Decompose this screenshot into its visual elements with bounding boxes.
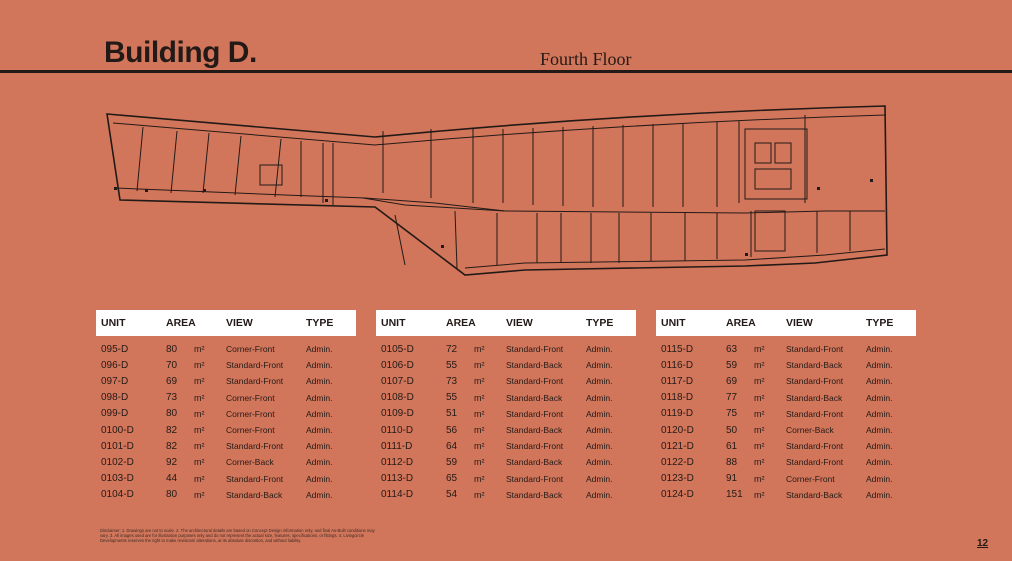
units-table-2 bbox=[376, 310, 636, 503]
unit-cell: 0116-D bbox=[661, 359, 694, 371]
area-unit-cell: m² bbox=[474, 376, 485, 387]
area-cell: 72 bbox=[446, 343, 458, 355]
area-cell: 69 bbox=[166, 375, 178, 387]
type-cell: Admin. bbox=[586, 473, 613, 484]
unit-cell: 0114-D bbox=[381, 489, 414, 501]
type-cell: Admin. bbox=[866, 408, 893, 419]
area-unit-cell: m² bbox=[474, 392, 485, 403]
view-cell: Standard-Front bbox=[226, 441, 284, 452]
type-cell: Admin. bbox=[586, 489, 613, 500]
floor-label: Fourth Floor bbox=[540, 49, 632, 69]
type-cell: Admin. bbox=[866, 457, 893, 468]
table-row bbox=[96, 373, 356, 389]
area-unit-cell: m² bbox=[474, 441, 485, 452]
type-cell: Admin. bbox=[306, 489, 333, 500]
unit-cell: 0101-D bbox=[101, 440, 134, 452]
table-row bbox=[656, 406, 916, 422]
area-unit-cell: m² bbox=[194, 344, 205, 355]
table-row bbox=[656, 341, 916, 357]
type-cell: Admin. bbox=[866, 425, 893, 436]
area-cell: 82 bbox=[166, 440, 178, 452]
type-cell: Admin. bbox=[306, 441, 333, 452]
area-unit-cell: m² bbox=[194, 376, 205, 387]
unit-cell: 0107-D bbox=[381, 375, 414, 387]
type-cell: Admin. bbox=[866, 473, 893, 484]
table-row bbox=[96, 406, 356, 422]
area-cell: 63 bbox=[726, 343, 738, 355]
header-view: VIEW bbox=[506, 317, 533, 329]
table-row bbox=[96, 438, 356, 454]
view-cell: Corner-Front bbox=[226, 392, 275, 403]
area-unit-cell: m² bbox=[194, 473, 205, 484]
view-cell: Standard-Front bbox=[506, 376, 564, 387]
area-unit-cell: m² bbox=[474, 408, 485, 419]
unit-cell: 0104-D bbox=[101, 489, 134, 501]
area-cell: 151 bbox=[726, 489, 743, 501]
table-row bbox=[656, 373, 916, 389]
table-row bbox=[656, 390, 916, 406]
view-cell: Standard-Back bbox=[506, 489, 563, 500]
area-cell: 82 bbox=[166, 424, 178, 436]
view-cell: Corner-Front bbox=[226, 425, 275, 436]
type-cell: Admin. bbox=[586, 457, 613, 468]
header-view: VIEW bbox=[226, 317, 253, 329]
unit-cell: 0120-D bbox=[661, 424, 694, 436]
area-unit-cell: m² bbox=[474, 344, 485, 355]
area-unit-cell: m² bbox=[754, 376, 765, 387]
area-unit-cell: m² bbox=[194, 489, 205, 500]
area-cell: 55 bbox=[446, 392, 458, 404]
header-rule bbox=[0, 70, 1012, 73]
unit-cell: 096-D bbox=[101, 359, 129, 371]
type-cell: Admin. bbox=[866, 344, 893, 355]
type-cell: Admin. bbox=[866, 376, 893, 387]
view-cell: Corner-Front bbox=[226, 408, 275, 419]
type-cell: Admin. bbox=[586, 441, 613, 452]
area-cell: 73 bbox=[446, 375, 458, 387]
view-cell: Standard-Back bbox=[226, 489, 283, 500]
table-row bbox=[96, 471, 356, 487]
unit-cell: 0124-D bbox=[661, 489, 694, 501]
view-cell: Standard-Back bbox=[506, 457, 563, 468]
area-cell: 44 bbox=[166, 473, 178, 485]
area-unit-cell: m² bbox=[754, 344, 765, 355]
unit-cell: 0109-D bbox=[381, 408, 414, 420]
table-row bbox=[376, 406, 636, 422]
area-cell: 55 bbox=[446, 359, 458, 371]
type-cell: Admin. bbox=[866, 392, 893, 403]
unit-cell: 0123-D bbox=[661, 473, 694, 485]
type-cell: Admin. bbox=[306, 425, 333, 436]
area-cell: 75 bbox=[726, 408, 738, 420]
area-unit-cell: m² bbox=[194, 408, 205, 419]
area-cell: 50 bbox=[726, 424, 738, 436]
area-cell: 65 bbox=[446, 473, 458, 485]
view-cell: Standard-Back bbox=[506, 425, 563, 436]
unit-cell: 0113-D bbox=[381, 473, 414, 485]
type-cell: Admin. bbox=[306, 344, 333, 355]
table-row bbox=[656, 454, 916, 470]
view-cell: Standard-Back bbox=[786, 360, 843, 371]
unit-cell: 0103-D bbox=[101, 473, 134, 485]
area-unit-cell: m² bbox=[474, 457, 485, 468]
table-row bbox=[656, 438, 916, 454]
view-cell: Standard-Back bbox=[506, 392, 563, 403]
unit-cell: 099-D bbox=[101, 408, 129, 420]
area-cell: 88 bbox=[726, 456, 738, 468]
area-cell: 77 bbox=[726, 392, 738, 404]
unit-cell: 0117-D bbox=[661, 375, 694, 387]
header-type: TYPE bbox=[306, 317, 334, 329]
type-cell: Admin. bbox=[306, 360, 333, 371]
type-cell: Admin. bbox=[586, 344, 613, 355]
view-cell: Standard-Front bbox=[786, 457, 844, 468]
unit-cell: 0102-D bbox=[101, 456, 134, 468]
view-cell: Standard-Front bbox=[506, 473, 564, 484]
type-cell: Admin. bbox=[586, 360, 613, 371]
area-unit-cell: m² bbox=[194, 425, 205, 436]
table-row bbox=[656, 422, 916, 438]
area-cell: 64 bbox=[446, 440, 458, 452]
units-table-3 bbox=[656, 310, 916, 503]
area-unit-cell: m² bbox=[474, 360, 485, 371]
area-cell: 80 bbox=[166, 408, 178, 420]
area-cell: 80 bbox=[166, 343, 178, 355]
view-cell: Standard-Front bbox=[506, 344, 564, 355]
area-cell: 54 bbox=[446, 489, 458, 501]
type-cell: Admin. bbox=[306, 408, 333, 419]
area-cell: 80 bbox=[166, 489, 178, 501]
area-cell: 69 bbox=[726, 375, 738, 387]
header-area: AREA bbox=[726, 317, 756, 329]
table-header bbox=[656, 310, 916, 336]
table-row bbox=[96, 390, 356, 406]
table-row bbox=[376, 438, 636, 454]
page-number: 12 bbox=[977, 538, 989, 549]
table-row bbox=[376, 454, 636, 470]
area-cell: 59 bbox=[446, 456, 458, 468]
unit-cell: 0108-D bbox=[381, 392, 414, 404]
table-row bbox=[96, 422, 356, 438]
view-cell: Corner-Front bbox=[786, 473, 835, 484]
unit-cell: 0115-D bbox=[661, 343, 694, 355]
area-cell: 92 bbox=[166, 456, 178, 468]
area-unit-cell: m² bbox=[474, 473, 485, 484]
type-cell: Admin. bbox=[306, 392, 333, 403]
area-unit-cell: m² bbox=[754, 360, 765, 371]
type-cell: Admin. bbox=[586, 425, 613, 436]
view-cell: Corner-Front bbox=[226, 344, 275, 355]
building-title: Building D. bbox=[104, 36, 257, 69]
table-header bbox=[96, 310, 356, 336]
area-cell: 70 bbox=[166, 359, 178, 371]
header-type: TYPE bbox=[866, 317, 894, 329]
type-cell: Admin. bbox=[866, 360, 893, 371]
area-cell: 56 bbox=[446, 424, 458, 436]
table-row bbox=[96, 487, 356, 503]
area-unit-cell: m² bbox=[754, 441, 765, 452]
table-row bbox=[96, 341, 356, 357]
area-unit-cell: m² bbox=[754, 392, 765, 403]
area-cell: 73 bbox=[166, 392, 178, 404]
unit-cell: 095-D bbox=[101, 343, 129, 355]
type-cell: Admin. bbox=[306, 376, 333, 387]
header-view: VIEW bbox=[786, 317, 813, 329]
view-cell: Standard-Front bbox=[786, 441, 844, 452]
type-cell: Admin. bbox=[586, 392, 613, 403]
view-cell: Standard-Back bbox=[786, 489, 843, 500]
table-row bbox=[376, 422, 636, 438]
header-area: AREA bbox=[446, 317, 476, 329]
area-unit-cell: m² bbox=[754, 408, 765, 419]
view-cell: Standard-Back bbox=[506, 360, 563, 371]
unit-cell: 0121-D bbox=[661, 440, 694, 452]
units-table-1 bbox=[96, 310, 356, 503]
header-area: AREA bbox=[166, 317, 196, 329]
view-cell: Standard-Front bbox=[506, 408, 564, 419]
view-cell: Standard-Front bbox=[506, 441, 564, 452]
unit-cell: 097-D bbox=[101, 375, 129, 387]
table-row bbox=[376, 357, 636, 373]
table-row bbox=[656, 487, 916, 503]
type-cell: Admin. bbox=[306, 457, 333, 468]
table-row bbox=[656, 357, 916, 373]
view-cell: Standard-Front bbox=[226, 473, 284, 484]
unit-cell: 0106-D bbox=[381, 359, 414, 371]
view-cell: Standard-Front bbox=[786, 376, 844, 387]
header-unit: UNIT bbox=[661, 317, 686, 329]
view-cell: Standard-Back bbox=[786, 392, 843, 403]
area-cell: 61 bbox=[726, 440, 738, 452]
header-unit: UNIT bbox=[381, 317, 406, 329]
view-cell: Corner-Back bbox=[226, 457, 274, 468]
table-row bbox=[656, 471, 916, 487]
view-cell: Corner-Back bbox=[786, 425, 834, 436]
type-cell: Admin. bbox=[306, 473, 333, 484]
unit-cell: 0100-D bbox=[101, 424, 134, 436]
unit-cell: 0110-D bbox=[381, 424, 414, 436]
area-unit-cell: m² bbox=[754, 457, 765, 468]
type-cell: Admin. bbox=[586, 408, 613, 419]
unit-cell: 0112-D bbox=[381, 456, 414, 468]
area-unit-cell: m² bbox=[754, 489, 765, 500]
view-cell: Standard-Front bbox=[786, 408, 844, 419]
unit-cell: 098-D bbox=[101, 392, 129, 404]
area-unit-cell: m² bbox=[194, 392, 205, 403]
area-cell: 59 bbox=[726, 359, 738, 371]
view-cell: Standard-Front bbox=[226, 376, 284, 387]
table-row bbox=[376, 341, 636, 357]
table-row bbox=[376, 471, 636, 487]
type-cell: Admin. bbox=[866, 441, 893, 452]
area-unit-cell: m² bbox=[754, 473, 765, 484]
view-cell: Standard-Front bbox=[786, 344, 844, 355]
area-unit-cell: m² bbox=[194, 441, 205, 452]
area-cell: 51 bbox=[446, 408, 458, 420]
table-row bbox=[96, 357, 356, 373]
type-cell: Admin. bbox=[586, 376, 613, 387]
type-cell: Admin. bbox=[866, 489, 893, 500]
table-row bbox=[96, 454, 356, 470]
table-header bbox=[376, 310, 636, 336]
table-row bbox=[376, 487, 636, 503]
unit-cell: 0105-D bbox=[381, 343, 414, 355]
table-row bbox=[376, 390, 636, 406]
unit-cell: 0119-D bbox=[661, 408, 694, 420]
view-cell: Standard-Front bbox=[226, 360, 284, 371]
unit-cell: 0118-D bbox=[661, 392, 694, 404]
area-unit-cell: m² bbox=[474, 489, 485, 500]
unit-cell: 0111-D bbox=[381, 440, 413, 452]
disclaimer-text: Disclaimer: 1. Drawings are not to scale. 2. The architectural details are based on Concept Design information only, and final As-Built conditions may vary. 3. All images used are for illustration purposes only and do not represent the actual size, features, specifications, or fittings. 4. Livingcircle Developments reserves the right to make revisions/ alterations, at its absolute discretion, and without liability. bbox=[100, 528, 375, 543]
area-cell: 91 bbox=[726, 473, 738, 485]
header-unit: UNIT bbox=[101, 317, 126, 329]
header-type: TYPE bbox=[586, 317, 614, 329]
area-unit-cell: m² bbox=[474, 425, 485, 436]
floor-plan bbox=[105, 103, 895, 285]
area-unit-cell: m² bbox=[754, 425, 765, 436]
table-row bbox=[376, 373, 636, 389]
area-unit-cell: m² bbox=[194, 457, 205, 468]
area-unit-cell: m² bbox=[194, 360, 205, 371]
unit-cell: 0122-D bbox=[661, 456, 694, 468]
